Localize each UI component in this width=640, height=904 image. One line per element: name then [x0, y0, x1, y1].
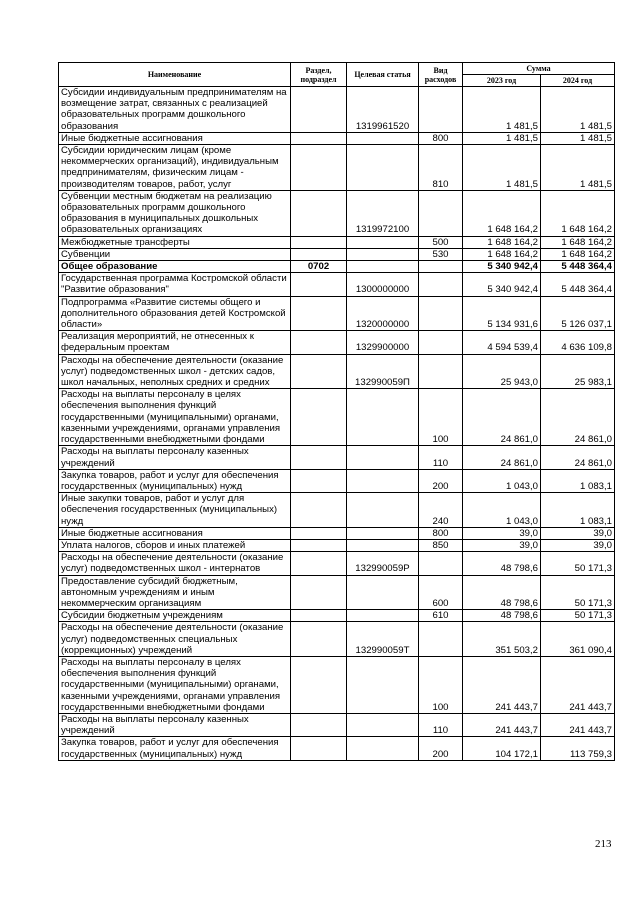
cell-name: Государственная программа Костромской области "Развитие образования" [59, 273, 291, 296]
cell-type: 850 [419, 539, 463, 551]
cell-article [347, 610, 419, 622]
cell-amount-2023: 1 481,5 [463, 87, 541, 133]
cell-amount-2024: 50 171,3 [541, 610, 615, 622]
cell-amount-2023: 5 134 931,6 [463, 296, 541, 331]
cell-article [347, 446, 419, 469]
cell-name: Уплата налогов, сборов и иных платежей [59, 539, 291, 551]
cell-name: Закупка товаров, работ и услуг для обеспечения государственных (муниципальных) нужд [59, 737, 291, 760]
cell-article [347, 236, 419, 248]
cell-section [291, 737, 347, 760]
cell-section [291, 469, 347, 492]
table-row [59, 527, 615, 539]
header-name: Наименование [59, 63, 291, 87]
cell-name: Субвенции [59, 248, 291, 260]
cell-type: 240 [419, 493, 463, 528]
cell-article [347, 539, 419, 551]
table-row [59, 493, 615, 528]
cell-amount-2023: 25 943,0 [463, 354, 541, 389]
table-body [59, 87, 615, 761]
cell-type: 530 [419, 248, 463, 260]
cell-article: 1320000000 [347, 296, 419, 331]
cell-type: 810 [419, 145, 463, 191]
cell-amount-2024: 1 481,5 [541, 145, 615, 191]
cell-amount-2024: 5 448 364,4 [541, 261, 615, 273]
cell-type [419, 354, 463, 389]
cell-name: Межбюджетные трансферты [59, 236, 291, 248]
cell-section [291, 656, 347, 713]
cell-section [291, 331, 347, 354]
table-row [59, 622, 615, 657]
cell-section [291, 446, 347, 469]
cell-name: Субвенции местным бюджетам на реализацию образовательных программ дошкольного образования в муниципальных дошкольных образовательных организациях [59, 190, 291, 236]
cell-type: 200 [419, 737, 463, 760]
cell-amount-2024: 1 648 164,2 [541, 236, 615, 248]
cell-type: 100 [419, 389, 463, 446]
table-row [59, 713, 615, 736]
cell-article [347, 737, 419, 760]
cell-name: Иные бюджетные ассигнования [59, 527, 291, 539]
cell-article: 132990059Р [347, 552, 419, 575]
cell-type [419, 296, 463, 331]
cell-type [419, 87, 463, 133]
cell-amount-2023: 48 798,6 [463, 610, 541, 622]
table-row [59, 656, 615, 713]
cell-name: Расходы на выплаты персоналу казенных учреждений [59, 446, 291, 469]
table-row [59, 354, 615, 389]
header-section: Раздел, подраздел [291, 63, 347, 87]
table-row [59, 145, 615, 191]
cell-section [291, 610, 347, 622]
cell-article [347, 145, 419, 191]
cell-amount-2023: 24 861,0 [463, 389, 541, 446]
cell-amount-2023: 1 648 164,2 [463, 236, 541, 248]
cell-article [347, 493, 419, 528]
cell-name: Иные закупки товаров, работ и услуг для обеспечения государственных (муниципальных) нужд [59, 493, 291, 528]
table-row [59, 273, 615, 296]
table-row [59, 575, 615, 610]
table-row [59, 552, 615, 575]
cell-amount-2023: 241 443,7 [463, 713, 541, 736]
cell-article: 132990059П [347, 354, 419, 389]
cell-amount-2023: 24 861,0 [463, 446, 541, 469]
cell-name: Субсидии юридическим лицам (кроме некоммерческих организаций), индивидуальным предпринимателям, физическим лицам - производителям товаров, работ, услуг [59, 145, 291, 191]
cell-article [347, 656, 419, 713]
cell-amount-2023: 39,0 [463, 527, 541, 539]
cell-amount-2023: 39,0 [463, 539, 541, 551]
cell-name: Реализация мероприятий, не отнесенных к федеральным проектам [59, 331, 291, 354]
cell-section [291, 493, 347, 528]
cell-name: Расходы на выплаты персоналу в целях обеспечения выполнения функций государственными (муниципальными) органами, казенными учреждениями, органами управления государственными внебюджетными фондами [59, 389, 291, 446]
cell-name: Иные бюджетные ассигнования [59, 132, 291, 144]
cell-amount-2023: 5 340 942,4 [463, 261, 541, 273]
cell-name: Субсидии индивидуальным предпринимателям на возмещение затрат, связанных с реализацией образовательных программ дошкольного образования [59, 87, 291, 133]
cell-amount-2023: 48 798,6 [463, 575, 541, 610]
cell-type: 200 [419, 469, 463, 492]
cell-section: 0702 [291, 261, 347, 273]
table-row [59, 87, 615, 133]
cell-article: 132990059Т [347, 622, 419, 657]
table-row [59, 469, 615, 492]
cell-name: Расходы на обеспечение деятельности (оказание услуг) подведомственных школ - интернатов [59, 552, 291, 575]
cell-amount-2024: 39,0 [541, 527, 615, 539]
table-row [59, 190, 615, 236]
cell-amount-2023: 1 043,0 [463, 493, 541, 528]
cell-section [291, 713, 347, 736]
cell-section [291, 248, 347, 260]
cell-amount-2024: 361 090,4 [541, 622, 615, 657]
cell-amount-2023: 48 798,6 [463, 552, 541, 575]
table-row [59, 296, 615, 331]
cell-amount-2024: 24 861,0 [541, 389, 615, 446]
cell-amount-2023: 1 648 164,2 [463, 248, 541, 260]
cell-article [347, 713, 419, 736]
cell-type: 110 [419, 713, 463, 736]
cell-name: Общее образование [59, 261, 291, 273]
cell-article [347, 261, 419, 273]
cell-name: Подпрограмма «Развитие системы общего и дополнительного образования детей Костромской области» [59, 296, 291, 331]
cell-amount-2024: 241 443,7 [541, 656, 615, 713]
cell-amount-2024: 5 448 364,4 [541, 273, 615, 296]
table-row [59, 737, 615, 760]
table-row [59, 248, 615, 260]
cell-section [291, 622, 347, 657]
cell-type [419, 331, 463, 354]
cell-article [347, 248, 419, 260]
table-row [59, 331, 615, 354]
cell-amount-2024: 50 171,3 [541, 552, 615, 575]
cell-name: Расходы на выплаты персоналу в целях обеспечения выполнения функций государственными (муниципальными) органами, казенными учреждениями, органами управления государственными внебюджетными фондами [59, 656, 291, 713]
header-year-2023: 2023 год [463, 75, 541, 87]
table-row [59, 236, 615, 248]
header-type: Вид расходов [419, 63, 463, 87]
cell-type [419, 552, 463, 575]
cell-section [291, 190, 347, 236]
cell-section [291, 354, 347, 389]
cell-amount-2023: 104 172,1 [463, 737, 541, 760]
cell-article [347, 575, 419, 610]
cell-type: 800 [419, 132, 463, 144]
cell-name: Расходы на обеспечение деятельности (оказание услуг) подведомственных школ - детских садов, школ начальных, неполных средних и средних [59, 354, 291, 389]
header-year-2024: 2024 год [541, 75, 615, 87]
table-row [59, 132, 615, 144]
cell-type: 500 [419, 236, 463, 248]
cell-amount-2024: 1 648 164,2 [541, 190, 615, 236]
cell-amount-2023: 5 340 942,4 [463, 273, 541, 296]
cell-amount-2024: 5 126 037,1 [541, 296, 615, 331]
cell-article: 1319961520 [347, 87, 419, 133]
cell-amount-2024: 1 083,1 [541, 493, 615, 528]
cell-article: 1300000000 [347, 273, 419, 296]
cell-amount-2023: 241 443,7 [463, 656, 541, 713]
cell-type [419, 261, 463, 273]
cell-amount-2024: 39,0 [541, 539, 615, 551]
cell-section [291, 145, 347, 191]
cell-article [347, 527, 419, 539]
cell-amount-2023: 1 648 164,2 [463, 190, 541, 236]
cell-section [291, 539, 347, 551]
cell-name: Расходы на обеспечение деятельности (оказание услуг) подведомственных специальных (коррекционных) учреждений [59, 622, 291, 657]
cell-amount-2023: 4 594 539,4 [463, 331, 541, 354]
cell-article: 1329900000 [347, 331, 419, 354]
cell-type: 110 [419, 446, 463, 469]
cell-amount-2024: 1 648 164,2 [541, 248, 615, 260]
cell-amount-2023: 1 481,5 [463, 145, 541, 191]
page-number: 213 [595, 838, 612, 850]
header-sum: Сумма [463, 63, 615, 75]
cell-type [419, 273, 463, 296]
cell-amount-2024: 1 083,1 [541, 469, 615, 492]
cell-section [291, 389, 347, 446]
cell-article [347, 132, 419, 144]
cell-name: Расходы на выплаты персоналу казенных учреждений [59, 713, 291, 736]
cell-article: 1319972100 [347, 190, 419, 236]
cell-section [291, 527, 347, 539]
cell-amount-2023: 351 503,2 [463, 622, 541, 657]
table-row [59, 389, 615, 446]
cell-type [419, 190, 463, 236]
cell-amount-2024: 241 443,7 [541, 713, 615, 736]
cell-type: 100 [419, 656, 463, 713]
cell-type: 610 [419, 610, 463, 622]
cell-amount-2024: 50 171,3 [541, 575, 615, 610]
budget-table [58, 62, 615, 761]
cell-name: Субсидии бюджетным учреждениям [59, 610, 291, 622]
cell-section [291, 575, 347, 610]
cell-name: Закупка товаров, работ и услуг для обеспечения государственных (муниципальных) нужд [59, 469, 291, 492]
cell-amount-2024: 113 759,3 [541, 737, 615, 760]
table-row [59, 446, 615, 469]
table-row [59, 261, 615, 273]
cell-type: 600 [419, 575, 463, 610]
cell-amount-2023: 1 043,0 [463, 469, 541, 492]
cell-section [291, 273, 347, 296]
cell-name: Предоставление субсидий бюджетным, автономным учреждениям и иным некоммерческим организациям [59, 575, 291, 610]
cell-amount-2024: 25 983,1 [541, 354, 615, 389]
cell-amount-2024: 4 636 109,8 [541, 331, 615, 354]
cell-section [291, 236, 347, 248]
cell-article [347, 389, 419, 446]
cell-amount-2024: 24 861,0 [541, 446, 615, 469]
header-article: Целевая статья [347, 63, 419, 87]
table-row [59, 539, 615, 551]
cell-amount-2023: 1 481,5 [463, 132, 541, 144]
cell-section [291, 552, 347, 575]
cell-section [291, 87, 347, 133]
cell-section [291, 296, 347, 331]
table-row [59, 610, 615, 622]
cell-article [347, 469, 419, 492]
cell-type [419, 622, 463, 657]
cell-amount-2024: 1 481,5 [541, 87, 615, 133]
cell-amount-2024: 1 481,5 [541, 132, 615, 144]
cell-type: 800 [419, 527, 463, 539]
cell-section [291, 132, 347, 144]
